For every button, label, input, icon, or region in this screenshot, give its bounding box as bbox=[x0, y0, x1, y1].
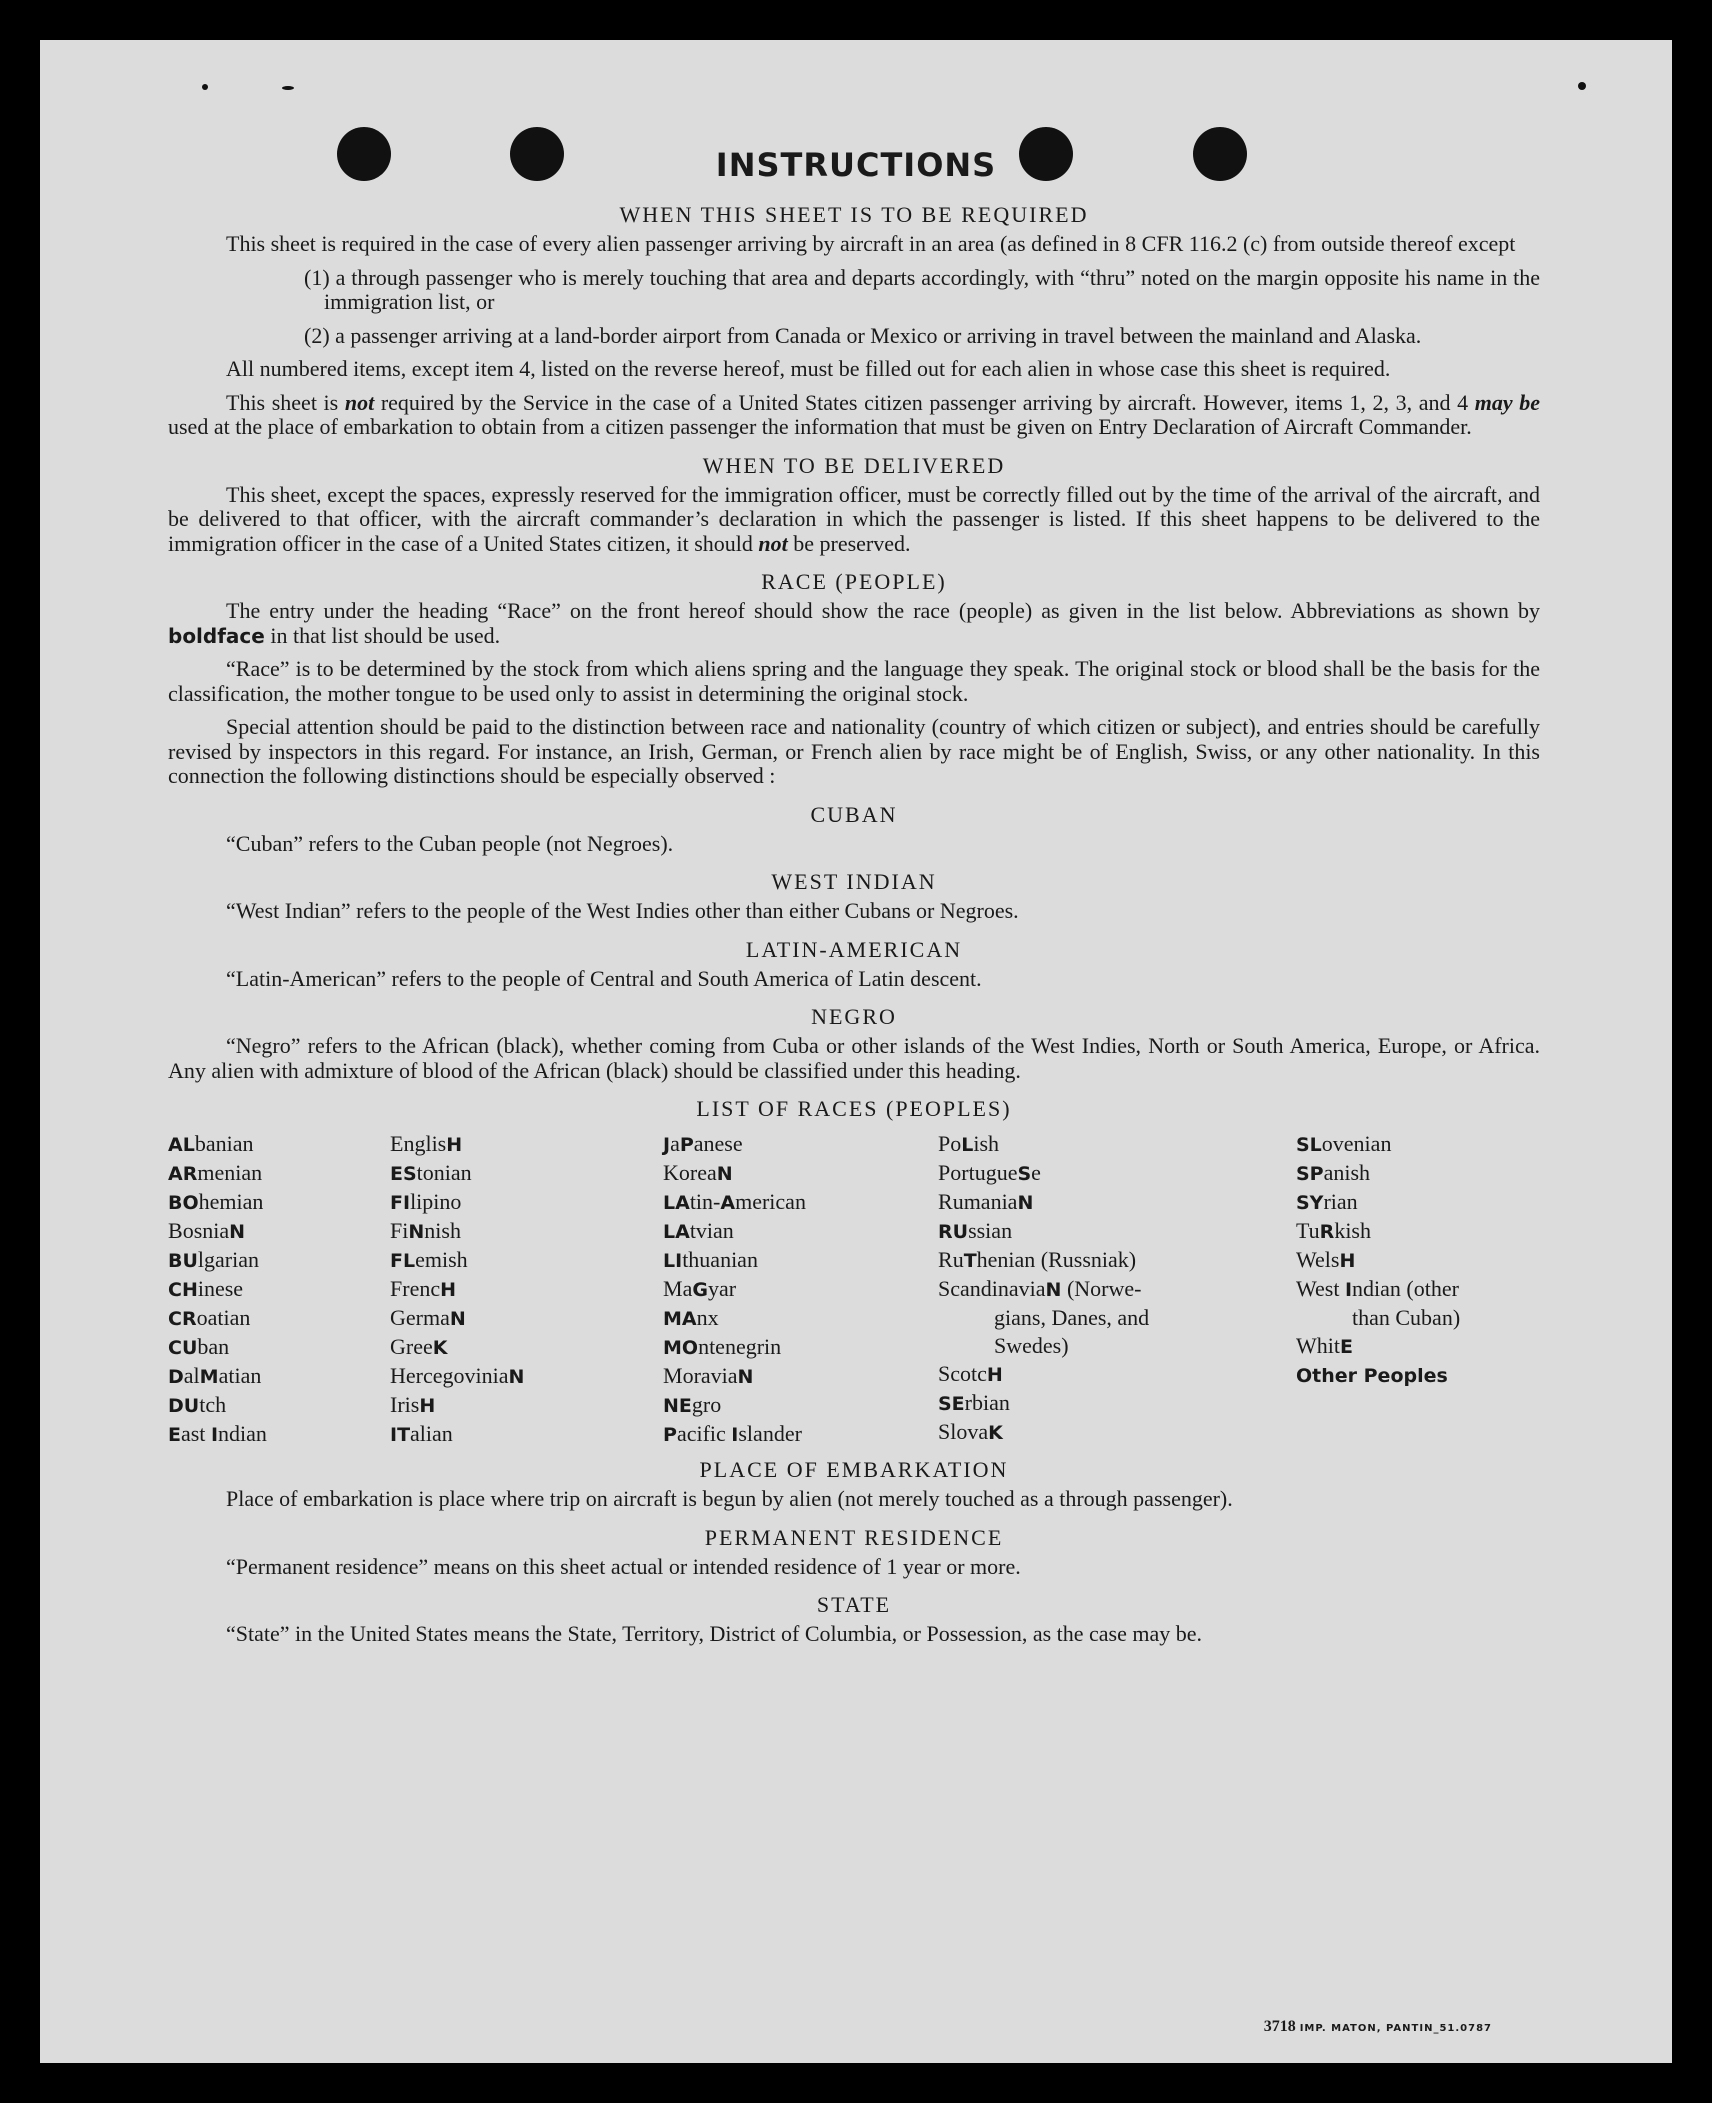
paragraph: “Permanent residence” means on this sheet actual or intended residence of 1 year or more. bbox=[226, 1553, 1021, 1579]
race-entry: WelsH bbox=[1296, 1247, 1356, 1272]
race-entry: CUban bbox=[168, 1334, 230, 1359]
heading-cuban: CUBAN bbox=[810, 801, 898, 827]
heading-west-indian: WEST INDIAN bbox=[771, 869, 937, 894]
race-entry: LAtvian bbox=[663, 1218, 734, 1243]
race-entry: DalMatian bbox=[168, 1363, 262, 1388]
race-entry: GreeK bbox=[390, 1334, 448, 1359]
race-entry: FrencH bbox=[390, 1276, 457, 1301]
race-entry: RumaniaN bbox=[938, 1189, 1034, 1214]
races-column bbox=[168, 1130, 390, 1449]
race-entry: KoreaN bbox=[663, 1160, 733, 1185]
page-title: INSTRUCTIONS bbox=[715, 146, 997, 184]
race-entry: RuThenian (Russniak) bbox=[938, 1247, 1137, 1272]
exception-item-1: (1) a through passenger who is merely touching that area and departs accordingly, with “thru” noted on the margin opposite his name in the immigration list, or bbox=[304, 264, 1540, 314]
race-entry: Other Peoples bbox=[1296, 1365, 1448, 1387]
race-entry: NEgro bbox=[663, 1392, 722, 1417]
races-column bbox=[663, 1130, 938, 1449]
paragraph: “Latin-American” refers to the people of Central and South America of Latin descent. bbox=[226, 965, 982, 991]
paragraph: The entry under the heading “Race” on the front hereof should show the race (people) as given in the list below. Abbreviations as shown by boldface in that list should be used. bbox=[168, 598, 1540, 648]
race-entry: SlovaK bbox=[938, 1419, 1003, 1444]
race-entry: ALbanian bbox=[168, 1131, 254, 1156]
race-entry: SPanish bbox=[1296, 1160, 1371, 1185]
paragraph: “Cuban” refers to the Cuban people (not Negroes). bbox=[226, 830, 674, 856]
race-entry: IrisH bbox=[390, 1392, 436, 1417]
race-entry: BOhemian bbox=[168, 1189, 264, 1214]
speck bbox=[202, 84, 208, 90]
race-entry: TuRkish bbox=[1296, 1218, 1371, 1243]
race-entry: JaPanese bbox=[663, 1131, 743, 1156]
paragraph: This sheet is not required by the Service in the case of a United States citizen passenger arriving by aircraft. However, items 1, 2, 3, and 4 may be used at the place of embarkation to obtain from a citizen passenger the information that must be given on Entry Declaration of Aircraft Commander. bbox=[168, 389, 1540, 439]
race-entry: gians, Danes, and bbox=[994, 1305, 1150, 1330]
race-entry: SErbian bbox=[938, 1390, 1010, 1415]
race-entry: EnglisH bbox=[390, 1131, 463, 1156]
paragraph: This sheet, except the spaces, expressly reserved for the immigration officer, must be correctly filled out by the time of the arrival of the aircraft, and be delivered to that officer, with the aircraft commander’s declaration in which the passenger is listed. If this sheet happens to be delivered to the immigration officer in the case of a United States citizen, it should not be preserved. bbox=[168, 481, 1540, 556]
race-entry: BUlgarian bbox=[168, 1247, 260, 1272]
heading-residence: PERMANENT RESIDENCE bbox=[704, 1524, 1004, 1550]
races-column bbox=[390, 1130, 663, 1449]
paragraph: “West Indian” refers to the people of the West Indies other than either Cubans or Negroes. bbox=[226, 898, 1019, 923]
race-entry: ScandinaviaN (Norwe- bbox=[938, 1276, 1142, 1301]
races-column bbox=[938, 1130, 1296, 1449]
speck bbox=[282, 86, 294, 90]
race-entry: CHinese bbox=[168, 1276, 244, 1301]
race-entry: FiNnish bbox=[390, 1218, 461, 1243]
exception-item-2: (2) a passenger arriving at a land-border airport from Canada or Mexico or arriving in travel between the mainland and Alaska. bbox=[304, 322, 1422, 348]
race-entry: MOntenegrin bbox=[663, 1334, 782, 1359]
race-entry: EStonian bbox=[390, 1160, 472, 1185]
race-entry: ARmenian bbox=[168, 1160, 263, 1185]
paragraph: Special attention should be paid to the distinction between race and nationality (country of which citizen or subject), and entries should be carefully revised by inspectors in this regard. For instance, an Irish, German, or French alien by race might be of English, Swiss, or any other nationality. In this connection the following distinctions should be especially observed : bbox=[168, 714, 1540, 788]
printer-mark: IMP. MATON, PANTIN_51.0787 bbox=[1299, 2023, 1492, 2034]
race-entry: ITalian bbox=[390, 1421, 453, 1446]
paragraph: “Race” is to be determined by the stock from which aliens spring and the language they speak. The original stock or blood shall be the basis for the classification, the mother tongue to be used only to assist in determining the original stock. bbox=[168, 656, 1540, 706]
heading-required: WHEN THIS SHEET IS TO BE REQUIRED bbox=[619, 202, 1089, 227]
heading-race: RACE (PEOPLE) bbox=[761, 569, 947, 594]
heading-embarkation: PLACE OF EMBARKATION bbox=[699, 1457, 1009, 1482]
paragraph: All numbered items, except item 4, listed on the reverse hereof, must be filled out for each alien in whose case this sheet is required. bbox=[226, 356, 1391, 381]
paragraph: This sheet is required in the case of every alien passenger arriving by aircraft in an area (as defined in 8 CFR 116.2 (c) from outside thereof except bbox=[226, 231, 1516, 256]
race-entry: Pacific Islander bbox=[663, 1421, 802, 1446]
race-entry: FLemish bbox=[390, 1247, 468, 1272]
footer-imprint bbox=[1264, 2018, 1492, 2036]
race-entry: GermaN bbox=[390, 1305, 466, 1330]
races-column bbox=[1296, 1130, 1536, 1449]
paragraph: “Negro” refers to the African (black), whether coming from Cuba or other islands of the West Indies, North or South America, Europe, or Africa. Any alien with admixture of blood of the African (black) should be classified under this heading. bbox=[168, 1033, 1540, 1083]
race-entry: than Cuban) bbox=[1352, 1305, 1461, 1330]
race-entry: MoraviaN bbox=[663, 1363, 754, 1388]
race-entry: BosniaN bbox=[168, 1218, 246, 1243]
race-entry: PortugueSe bbox=[938, 1160, 1041, 1185]
race-entry: MAnx bbox=[663, 1305, 719, 1330]
race-entry: WhitE bbox=[1296, 1333, 1353, 1358]
paragraph: “State” in the United States means the State, Territory, District of Columbia, or Possession, as the case may be. bbox=[226, 1621, 1203, 1646]
race-entry: Swedes) bbox=[994, 1333, 1069, 1358]
races-list bbox=[168, 1130, 1540, 1449]
speck bbox=[1578, 82, 1586, 90]
race-entry: RUssian bbox=[938, 1218, 1013, 1243]
form-number: 3718 bbox=[1263, 2018, 1296, 2035]
race-entry: HercegoviniaN bbox=[390, 1363, 525, 1388]
race-entry: West Indian (other bbox=[1296, 1276, 1459, 1301]
race-entry: CRoatian bbox=[168, 1305, 251, 1330]
document-sheet bbox=[40, 40, 1672, 2063]
race-entry: LAtin-American bbox=[663, 1189, 806, 1214]
race-entry: LIthuanian bbox=[663, 1247, 758, 1272]
heading-negro: NEGRO bbox=[811, 1004, 897, 1029]
race-entry: SYrian bbox=[1296, 1189, 1358, 1214]
paragraph: Place of embarkation is place where trip on aircraft is begun by alien (not merely touched as a through passenger). bbox=[226, 1486, 1233, 1511]
race-entry: East Indian bbox=[168, 1421, 267, 1446]
heading-state: STATE bbox=[816, 1592, 892, 1617]
heading-latin-american: LATIN-AMERICAN bbox=[745, 936, 963, 962]
race-entry: PoLish bbox=[938, 1131, 1000, 1156]
race-entry: DUtch bbox=[168, 1392, 227, 1417]
instructions-body bbox=[168, 198, 1540, 1656]
race-entry: ScotcH bbox=[938, 1361, 1003, 1386]
heading-list-of-races: LIST OF RACES (PEOPLES) bbox=[696, 1096, 1012, 1121]
heading-delivered: WHEN TO BE DELIVERED bbox=[702, 452, 1006, 478]
race-entry: FIlipino bbox=[390, 1189, 462, 1214]
race-entry: SLovenian bbox=[1296, 1131, 1392, 1156]
race-entry: MaGyar bbox=[663, 1276, 737, 1301]
